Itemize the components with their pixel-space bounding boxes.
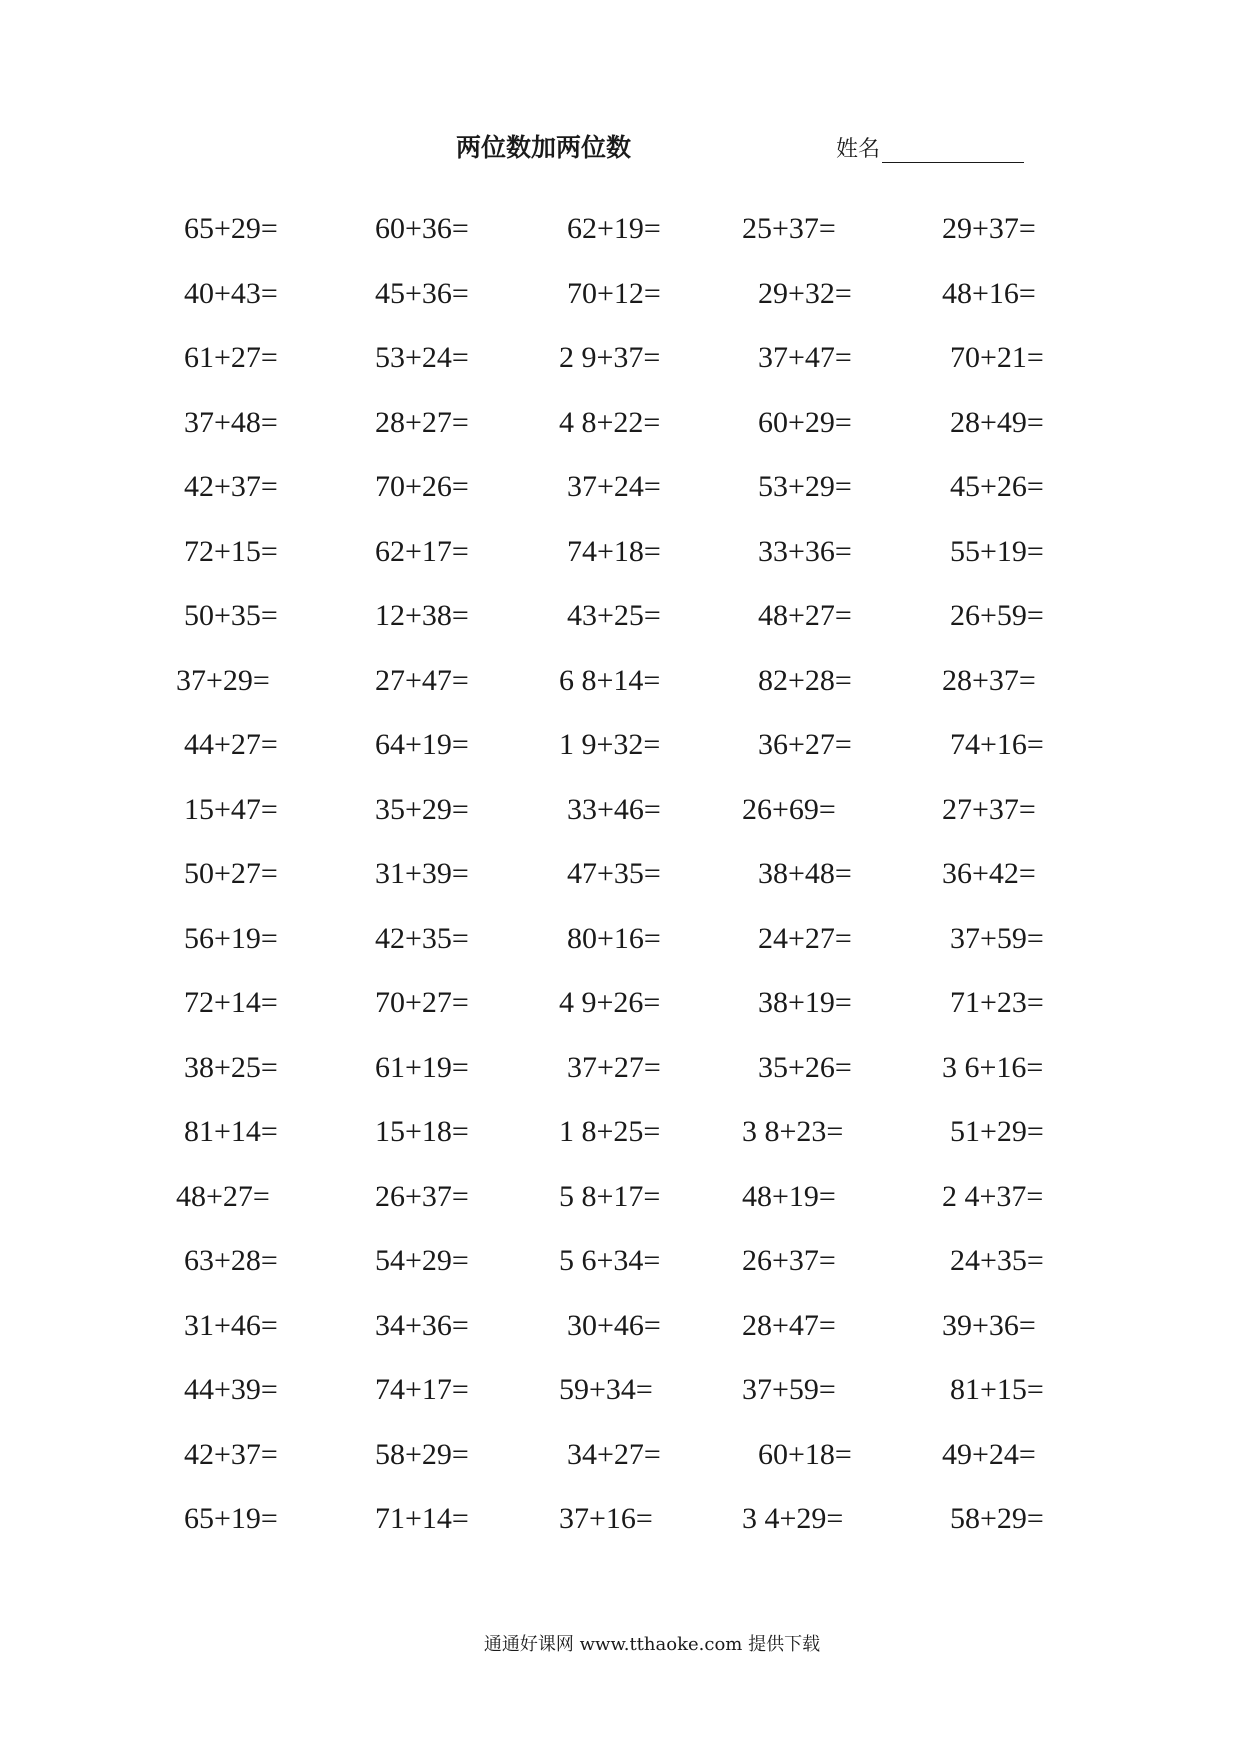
problem-r18-c1: 31+46=: [184, 1308, 278, 1342]
problem-r14-c1: 38+25=: [184, 1050, 278, 1084]
problem-r15-c1: 81+14=: [184, 1115, 278, 1148]
problem-r13-c1: 72+14=: [184, 986, 278, 1019]
problem-r1-c3: 62+19=: [567, 212, 661, 245]
problem-r18-c4: 28+47=: [742, 1308, 836, 1342]
problem-r17-c4: 26+37=: [742, 1244, 836, 1277]
problem-r8-c1: 37+29=: [176, 663, 270, 697]
problem-r5-c2: 70+26=: [375, 470, 469, 503]
problem-r20-c4: 60+18=: [758, 1437, 852, 1471]
problem-r13-c3: 4 9+26=: [559, 986, 661, 1019]
problem-r18-c2: 34+36=: [375, 1308, 469, 1342]
problem-r8-c5: 28+37=: [942, 663, 1036, 697]
problem-r21-c2: 71+14=: [375, 1502, 469, 1535]
problem-r9-c5: 74+16=: [950, 728, 1044, 761]
problem-r12-c5: 37+59=: [950, 921, 1044, 955]
problem-r9-c4: 36+27=: [758, 728, 852, 761]
problem-r2-c1: 40+43=: [184, 276, 278, 310]
problem-r21-c5: 58+29=: [950, 1502, 1044, 1535]
problem-r12-c2: 42+35=: [375, 921, 469, 955]
problem-r2-c5: 48+16=: [942, 276, 1036, 310]
problem-r17-c3: 5 6+34=: [559, 1244, 661, 1277]
problem-r21-c1: 65+19=: [184, 1502, 278, 1535]
problem-r16-c5: 2 4+37=: [942, 1179, 1044, 1213]
problem-r8-c3: 6 8+14=: [559, 663, 661, 697]
problem-r10-c1: 15+47=: [184, 792, 278, 826]
problem-r16-c1: 48+27=: [176, 1179, 270, 1213]
problem-r9-c3: 1 9+32=: [559, 728, 661, 761]
problem-r20-c3: 34+27=: [567, 1437, 661, 1471]
problem-r16-c4: 48+19=: [742, 1179, 836, 1213]
problem-r5-c5: 45+26=: [950, 470, 1044, 503]
problem-r7-c3: 43+25=: [567, 599, 661, 632]
problem-r5-c3: 37+24=: [567, 470, 661, 503]
problem-r6-c3: 74+18=: [567, 534, 661, 568]
problem-r10-c3: 33+46=: [567, 792, 661, 826]
footer-credit: 通通好课网 www.tthaoke.com 提供下载: [483, 1634, 821, 1655]
problem-r6-c1: 72+15=: [184, 534, 278, 568]
problem-r7-c2: 12+38=: [375, 599, 469, 632]
problem-r9-c1: 44+27=: [184, 728, 278, 761]
problem-r20-c2: 58+29=: [375, 1437, 469, 1471]
problem-r8-c2: 27+47=: [375, 663, 469, 697]
problem-r10-c5: 27+37=: [942, 792, 1036, 826]
problem-r7-c1: 50+35=: [184, 599, 278, 632]
problem-r6-c4: 33+36=: [758, 534, 852, 568]
page-title: 两位数加两位数: [456, 133, 632, 162]
problem-r4-c4: 60+29=: [758, 405, 852, 439]
problem-r10-c2: 35+29=: [375, 792, 469, 826]
problem-r19-c2: 74+17=: [375, 1373, 469, 1406]
problem-r16-c3: 5 8+17=: [559, 1179, 661, 1213]
problem-r15-c2: 15+18=: [375, 1115, 469, 1148]
problem-r4-c2: 28+27=: [375, 405, 469, 439]
problem-r9-c2: 64+19=: [375, 728, 469, 761]
problem-r19-c4: 37+59=: [742, 1373, 836, 1406]
problem-r10-c4: 26+69=: [742, 792, 836, 826]
problem-r4-c5: 28+49=: [950, 405, 1044, 439]
problem-r16-c2: 26+37=: [375, 1179, 469, 1213]
problem-r17-c5: 24+35=: [950, 1244, 1044, 1277]
problem-r2-c4: 29+32=: [758, 276, 852, 310]
problem-r1-c5: 29+37=: [942, 212, 1036, 245]
problem-r11-c1: 50+27=: [184, 857, 278, 890]
problem-r1-c4: 25+37=: [742, 212, 836, 245]
problem-r18-c3: 30+46=: [567, 1308, 661, 1342]
problem-r3-c1: 61+27=: [184, 341, 278, 374]
problem-r3-c4: 37+47=: [758, 341, 852, 374]
problem-r14-c4: 35+26=: [758, 1050, 852, 1084]
problem-r2-c3: 70+12=: [567, 276, 661, 310]
problem-r7-c4: 48+27=: [758, 599, 852, 632]
problem-r13-c2: 70+27=: [375, 986, 469, 1019]
problem-r4-c1: 37+48=: [184, 405, 278, 439]
problem-r19-c3: 59+34=: [559, 1373, 653, 1406]
problem-r19-c5: 81+15=: [950, 1373, 1044, 1406]
problem-r3-c3: 2 9+37=: [559, 341, 661, 374]
name-label: 姓名: [836, 137, 881, 162]
problem-r5-c4: 53+29=: [758, 470, 852, 503]
problem-r8-c4: 82+28=: [758, 663, 852, 697]
problem-r18-c5: 39+36=: [942, 1308, 1036, 1342]
problem-r21-c3: 37+16=: [559, 1502, 653, 1535]
problem-r14-c3: 37+27=: [567, 1050, 661, 1084]
problem-r3-c2: 53+24=: [375, 341, 469, 374]
problem-r15-c5: 51+29=: [950, 1115, 1044, 1148]
problem-r15-c3: 1 8+25=: [559, 1115, 661, 1148]
problem-r14-c2: 61+19=: [375, 1050, 469, 1084]
problem-r11-c4: 38+48=: [758, 857, 852, 890]
problem-r7-c5: 26+59=: [950, 599, 1044, 632]
problem-r6-c2: 62+17=: [375, 534, 469, 568]
problem-r17-c2: 54+29=: [375, 1244, 469, 1277]
problem-r13-c4: 38+19=: [758, 986, 852, 1019]
problem-r20-c5: 49+24=: [942, 1437, 1036, 1471]
problem-r20-c1: 42+37=: [184, 1437, 278, 1471]
problem-r3-c5: 70+21=: [950, 341, 1044, 374]
problem-r12-c3: 80+16=: [567, 921, 661, 955]
problem-r2-c2: 45+36=: [375, 276, 469, 310]
problem-r11-c5: 36+42=: [942, 857, 1036, 890]
problem-r1-c1: 65+29=: [184, 212, 278, 245]
problem-r12-c4: 24+27=: [758, 921, 852, 955]
problem-r1-c2: 60+36=: [375, 212, 469, 245]
problem-r6-c5: 55+19=: [950, 534, 1044, 568]
problem-r14-c5: 3 6+16=: [942, 1050, 1044, 1084]
problem-r5-c1: 42+37=: [184, 470, 278, 503]
problem-r11-c3: 47+35=: [567, 857, 661, 890]
problem-r17-c1: 63+28=: [184, 1244, 278, 1277]
problem-r4-c3: 4 8+22=: [559, 405, 661, 439]
problem-r19-c1: 44+39=: [184, 1373, 278, 1406]
problem-r21-c4: 3 4+29=: [742, 1502, 844, 1535]
problem-r15-c4: 3 8+23=: [742, 1115, 844, 1148]
problem-r12-c1: 56+19=: [184, 921, 278, 955]
problem-r13-c5: 71+23=: [950, 986, 1044, 1019]
problem-r11-c2: 31+39=: [375, 857, 469, 890]
